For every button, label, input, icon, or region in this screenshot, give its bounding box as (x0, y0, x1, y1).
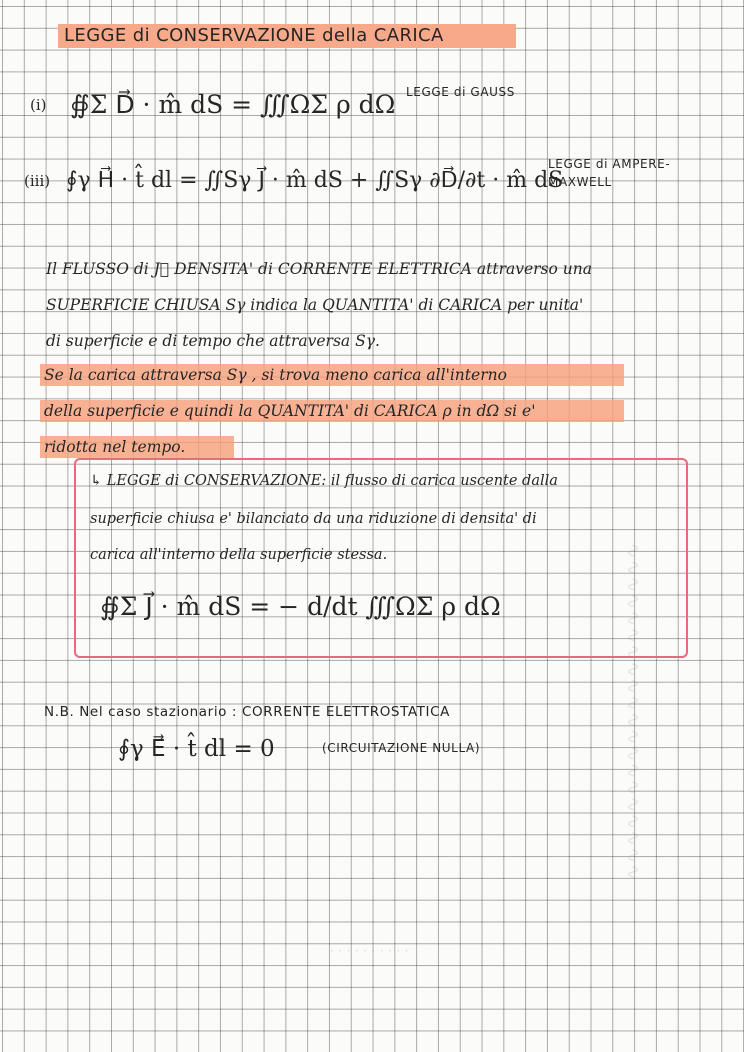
gauss-law-equation: ∯Σ D⃗ · m̂ dS = ∭ΩΣ ρ dΩ (70, 90, 396, 119)
box-line-3: carica all'interno della superficie stessa. (90, 547, 388, 563)
gauss-law-label: LEGGE di GAUSS (406, 85, 515, 99)
paragraph-1-line-3: di superficie e di tempo che attraversa Sγ. (46, 332, 380, 350)
box-line-2: superficie chiusa e' bilanciato da una riduzione di densita' di (90, 511, 537, 527)
continuity-equation: ∯Σ J⃗ · m̂ dS = − d/dt ∭ΩΣ ρ dΩ (100, 592, 501, 621)
paragraph-2-line-3: ridotta nel tempo. (40, 436, 234, 458)
ampere-maxwell-equation: ∮γ H⃗ · t̂ dl = ∬Sγ J⃗ · m̂ dS + ∬Sγ ∂D⃗/∂t · m̂ dS (66, 168, 564, 193)
page-title: LEGGE di CONSERVAZIONE della CARICA (58, 24, 516, 48)
show-through-marks: · · · · · · · · · · (330, 944, 409, 959)
watermark-graphic: ∿∿∿∿∿∿∿∿∿∿∿∿∿∿∿∿∿∿∿∿ (622, 541, 644, 880)
box-line-1: ↳ LEGGE di CONSERVAZIONE: il flusso di carica uscente dalla (90, 473, 558, 489)
paragraph-1-line-1: Il FLUSSO di J⃗ DENSITA' di CORRENTE ELETTRICA attraverso una (46, 260, 592, 278)
equation-3-number: (iii) (24, 172, 51, 190)
ampere-maxwell-label-line2: MAXWELL (548, 175, 612, 189)
null-circulation-note: (CIRCUITAZIONE NULLA) (322, 741, 481, 755)
paragraph-2-line-1: Se la carica attraversa Sγ , si trova meno carica all'interno (40, 364, 624, 386)
nb-statement: N.B. Nel caso stazionario : CORRENTE ELETTROSTATICA (44, 704, 450, 720)
paragraph-1-line-2: SUPERFICIE CHIUSA Sγ indica la QUANTITA' di CARICA per unita' (46, 296, 584, 314)
ampere-maxwell-label-line1: LEGGE di AMPERE- (548, 157, 671, 171)
electrostatic-circulation-equation: ∮γ E⃗ · t̂ dl = 0 (118, 736, 275, 762)
paragraph-2-line-2: della superficie e quindi la QUANTITA' di CARICA ρ in dΩ si e' (40, 400, 624, 422)
equation-1-number: (i) (30, 96, 47, 114)
